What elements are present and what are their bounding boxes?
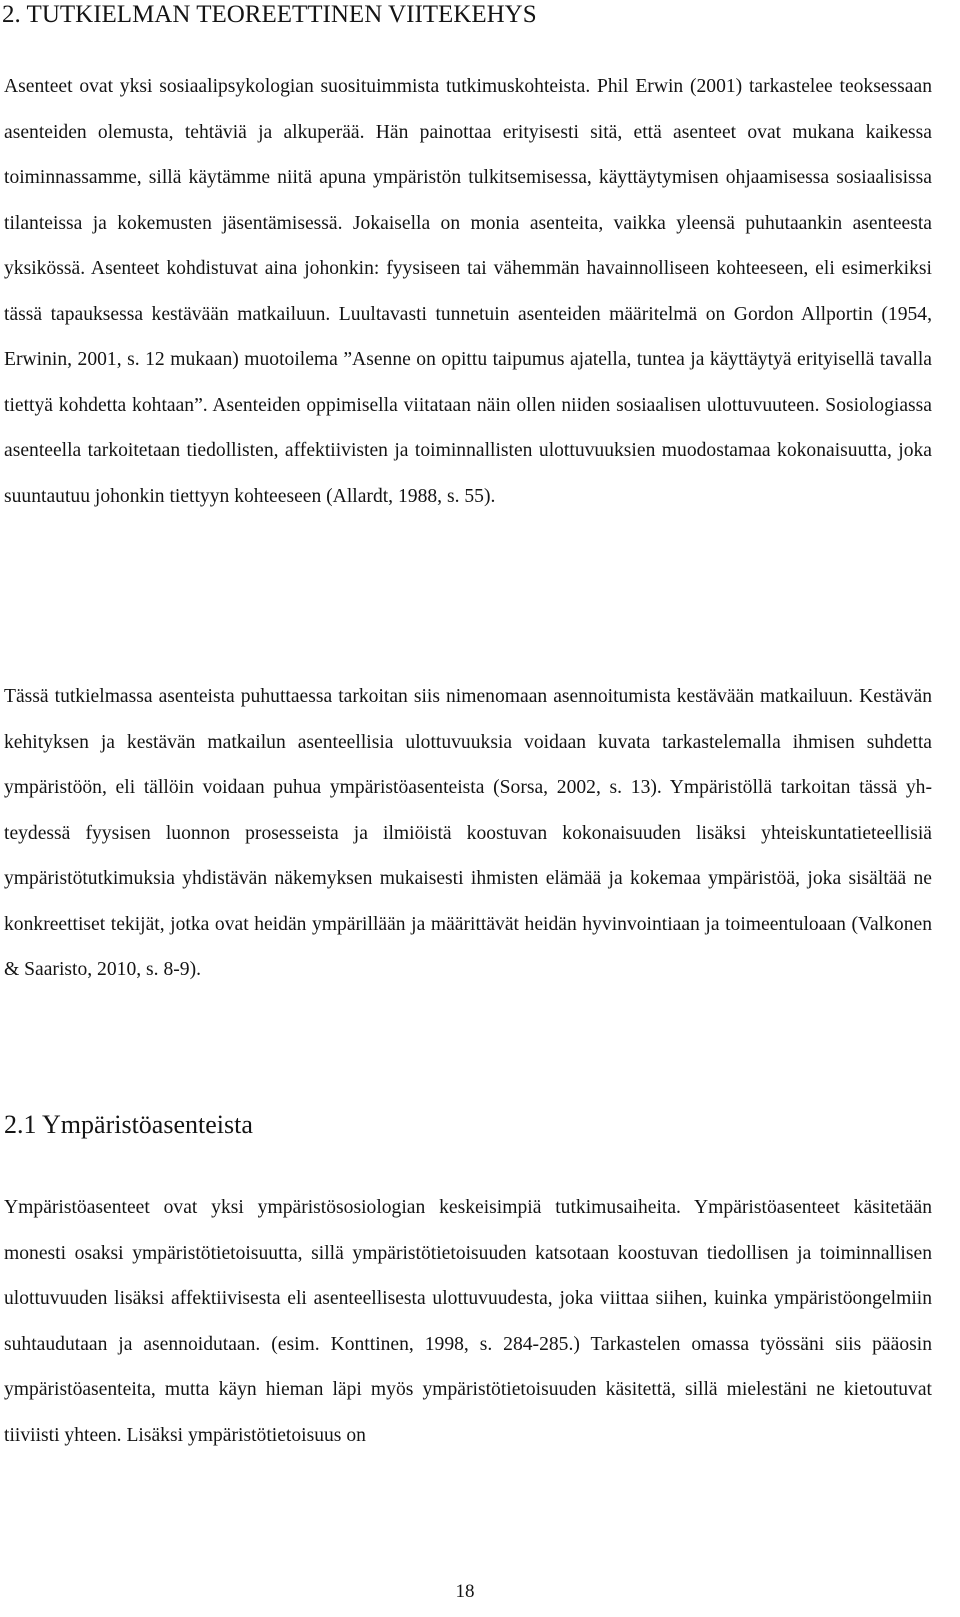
section-heading: 2.1 Ympäristöasenteista — [4, 1110, 253, 1139]
paragraph-environmental-attitudes: Ympäristöasenteet ovat yksi ympäristösosiologian keskeisimpiä tutkimusaiheita. Ympäristöasenteet käsitetään monesti osaksi ympäristötietoisuutta, sillä ympäristötietoisuuden katsotaan koostuvan tiedollisen ja toiminnallisen ulottuvuuden lisäksi affektiivisesta eli asenteellisesta ulottuvuudesta, joka viittaa siihen, kuinka ympäristöongelmiin suhtaudutaan ja asennoidutaan. (esim. Konttinen, 1998, s. 284-285.) Tarkastelen omassa työssäni siis pääosin ympäristöasenteita, mutta käyn hieman läpi myös ympäristötietoisuuden käsitettä, sillä mielestäni ne kietoutuvat tiiviisti yhteen. Lisäksi ympäristötietoisuus on — [4, 1197, 932, 1446]
chapter-heading: 2. TUTKIELMAN TEOREETTINEN VIITEKEHYS — [2, 1, 537, 28]
paragraph-attitudes-intro: Asenteet ovat yksi sosiaalipsykologian suosituimmista tutkimuskohteista. Phil Erwin (2001) tarkastelee teoksessaan asenteiden olemusta, tehtäviä ja alkuperää. Hän painottaa erityisesti sitä, että asenteet ovat mukana kaikessa toiminnassamme, sillä käytämme niitä apuna ympäristön tulkitsemisessa, käyttäytymisen ohjaamisessa sosiaalisissa tilanteissa ja kokemusten jäsentämisessä. Jokaisella on monia asenteita, vaikka yleensä puhutaankin asenteesta yksikössä. Asenteet kohdistuvat aina johonkin: fyysiseen tai vähemmän havainnolliseen kohteeseen, eli esimerkiksi tässä tapauksessa kestävään matkailuun. Luultavasti tunnetuin asenteiden määritelmä on Gordon Allportin (1954, Erwinin, 2001, s. 12 mukaan) muotoilema ”Asenne on opittu taipumus ajatella, tuntea ja käyttäytyä erityisellä tavalla tiettyä kohdetta kohtaan”. Asenteiden oppimisella viitataan näin ollen niiden sosiaalisen ulottuvuuteen. Sosiologiassa asenteella tarkoitetaan tiedollisten, affektiivisten ja toiminnallisten ulottuvuuksien muodostamaa kokonaisuutta, joka suuntautuu johonkin tiettyyn kohteeseen (Allardt, 1988, s. 55). — [4, 76, 932, 507]
page-number: 18 — [455, 1581, 475, 1602]
paragraph-sustainable-tourism-attitudes: Tässä tutkielmassa asenteista puhuttaessa tarkoitan siis nimenomaan asennoitumista kestävään matkailuun. Kestävän kehityksen ja kestävän matkailun asenteellisia ulottuvuuksia voidaan kuvata tarkastelemalla ihmisen suhdetta ympäristöön, eli tällöin voidaan puhua ympäristöasenteista (Sorsa, 2002, s. 13). Ympäristöllä tarkoitan tässä yhteydessä fyysisen luonnon prosesseista ja ilmiöistä koostuvan kokonaisuuden lisäksi yhteiskuntatieteellisiä ympäristötutkimuksia yhdistävän näkemyksen mukaisesti ihmisten elämää ja kokemaa ympäristöä, joka sisältää ne konkreettiset tekijät, jotka ovat heidän ympärillään ja määrittävät heidän hyvinvointiaan ja toimeentuloaan (Valkonen & Saaristo, 2010, s. 8-9). — [4, 686, 932, 980]
